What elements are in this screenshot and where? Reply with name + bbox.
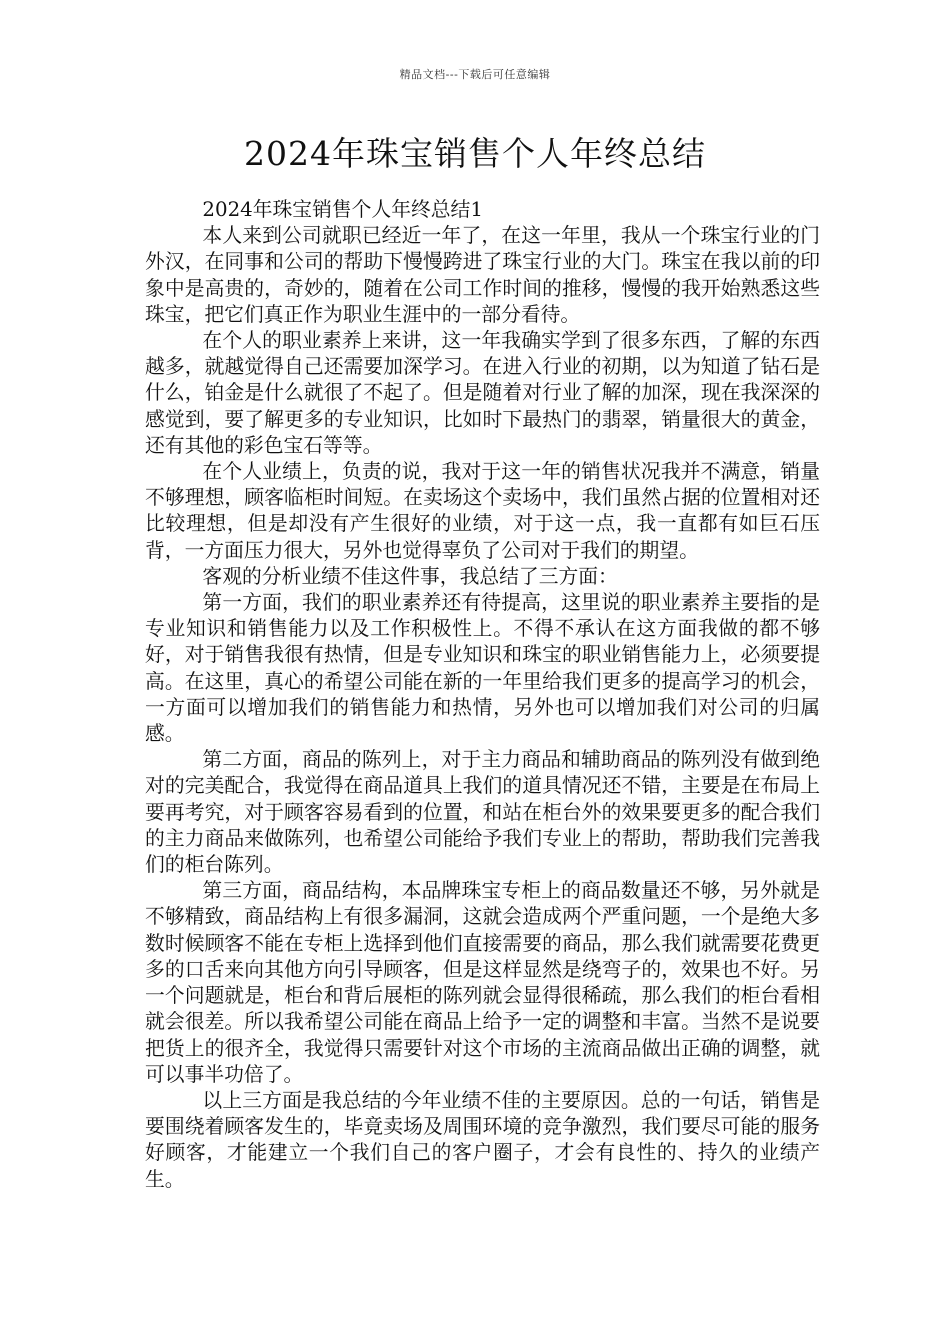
- paragraph: 第二方面，商品的陈列上，对于主力商品和辅助商品的陈列没有做到绝对的完美配合，我觉得在商品道具上我们的道具情况还不错，主要是在布局上要再考究，对于顾客容易看到的位置，和站在柜台外的效果要更多的配合我们的主力商品来做陈列，也希望公司能给予我们专业上的帮助，帮助我们完善我们的柜台陈列。: [145, 748, 820, 877]
- paragraph: 本人来到公司就职已经近一年了，在这一年里，我从一个珠宝行业的门外汉，在同事和公司的帮助下慢慢跨进了珠宝行业的大门。珠宝在我以前的印象中是高贵的，奇妙的，随着在公司工作时间的推移，慢慢的我开始熟悉这些珠宝，把它们真正作为职业生涯中的一部分看待。: [145, 224, 820, 326]
- paragraph: 第一方面，我们的职业素养还有待提高，这里说的职业素养主要指的是专业知识和销售能力以及工作积极性上。不得不承认在这方面我做的都不够好，对于销售我很有热情，但是专业知识和珠宝的职业销售能力上，必须要提高。在这里，真心的希望公司能在新的一年里给我们更多的提高学习的机会，一方面可以增加我们的销售能力和热情，另外也可以增加我们对公司的归属感。: [145, 591, 820, 746]
- paragraph: 客观的分析业绩不佳这件事，我总结了三方面：: [202, 564, 618, 588]
- paragraph: 在个人业绩上，负责的说，我对于这一年的销售状况我并不满意，销量不够理想，顾客临柜时间短。在卖场这个卖场中，我们虽然占据的位置相对还比较理想，但是却没有产生很好的业绩，对于这一点，我一直都有如巨石压背，一方面压力很大，另外也觉得辜负了公司对于我们的期望。: [145, 460, 820, 562]
- document-body: [145, 197, 820, 1193]
- section-heading: 2024年珠宝销售个人年终总结1: [202, 198, 483, 221]
- paragraph: 在个人的职业素养上来讲，这一年我确实学到了很多东西，了解的东西越多，就越觉得自己还需要加深学习。在进入行业的初期，以为知道了钻石是什么，铂金是什么就很了不起了。但是随着对行业了解的加深，现在我深深的感觉到，要了解更多的专业知识，比如时下最热门的翡翠，销量很大的黄金，还有其他的彩色宝石等等。: [145, 329, 820, 457]
- header-note: 精品文档---下载后可任意编辑: [399, 68, 551, 81]
- paragraph: 以上三方面是我总结的今年业绩不佳的主要原因。总的一句话，销售是要围绕着顾客发生的，毕竟卖场及周围环境的竞争激烈，我们要尽可能的服务好顾客，才能建立一个我们自己的客户圈子，才会有良性的、持久的业绩产生。: [145, 1088, 820, 1191]
- document-title: 2024年珠宝销售个人年终总结: [244, 134, 706, 173]
- paragraph: 第三方面，商品结构，本品牌珠宝专柜上的商品数量还不够，另外就是不够精致，商品结构上有很多漏洞，这就会造成两个严重问题，一个是绝大多数时候顾客不能在专柜上选择到他们直接需要的商品，那么我们就需要花费更多的口舌来向其他方向引导顾客，但是这样显然是绕弯子的，效果也不好。另一个问题就是，柜台和背后展柜的陈列就会显得很稀疏，那么我们的柜台看相就会很差。所以我希望公司能在商品上给予一定的调整和丰富。当然不是说要把货上的很齐全，我觉得只需要针对这个市场的主流商品做出正确的调整，就可以事半功倍了。: [145, 879, 820, 1086]
